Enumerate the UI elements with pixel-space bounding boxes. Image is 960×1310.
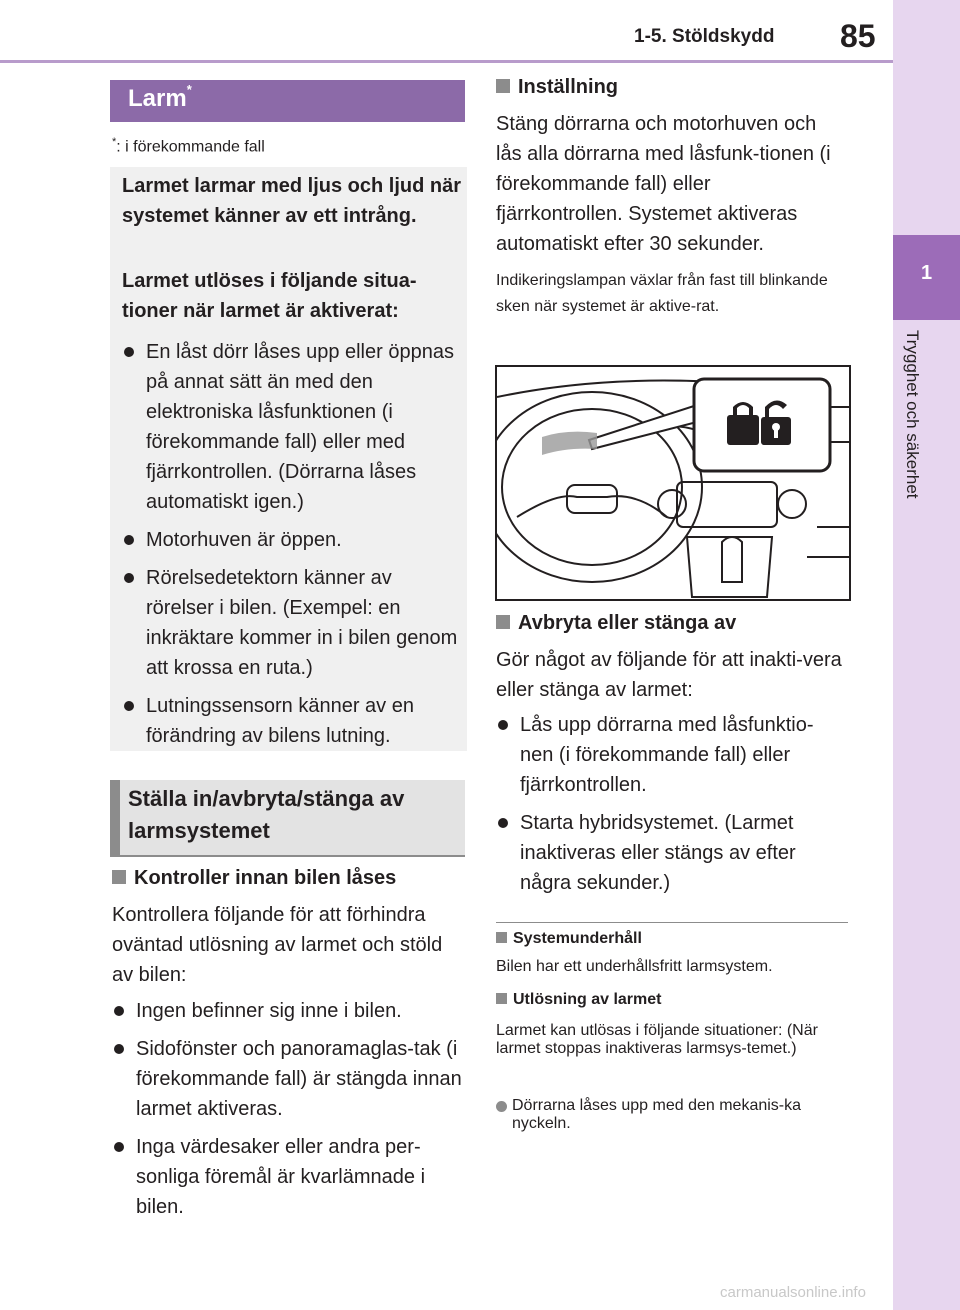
square-bullet-icon	[496, 993, 507, 1004]
chapter-sidebar	[893, 0, 960, 1310]
list-item: Dörrarna låses upp med den mekanis-ka nyckeln.	[496, 1097, 851, 1133]
setting-heading: Inställning	[496, 76, 618, 99]
section-heading: Ställa in/avbryta/stänga av larmsystemet	[128, 786, 405, 843]
larm-heading: Larm*	[128, 82, 192, 112]
section-heading-accent	[110, 780, 120, 856]
square-bullet-icon	[496, 615, 510, 629]
check-list	[112, 996, 462, 1230]
watermark: carmanualsonline.info	[720, 1284, 866, 1301]
notes-divider	[496, 922, 848, 923]
list-item: En låst dörr låses upp eller öppnas på annat sätt än med den elektroniska låsfunktionen (i förekommande fall) eller med fjärrkontrollen. (Dörrarna låses automatiskt igen.)	[122, 337, 458, 517]
setting-note: Indikeringslampan växlar från fast till blinkande sken när systemet är aktive-rat.	[496, 272, 828, 315]
footnote: *: i förekommande fall	[112, 136, 265, 156]
dashboard-illustration	[495, 365, 851, 601]
list-item: Ingen befinner sig inne i bilen.	[112, 996, 462, 1026]
cancel-list	[496, 710, 841, 906]
setting-text: Stäng dörrarna och motorhuven och lås alla dörrarna med låsfunk-tionen (i förekommande fall) eller fjärrkontrollen. Systemet aktiveras automatiskt efter 30 sekunder.	[496, 113, 831, 255]
trigger-text: Larmet kan utlösas i följande situationer: (När larmet stoppas inaktiveras larmsys-temet.)	[496, 1022, 818, 1057]
chapter-label: Trygghet och säkerhet	[903, 330, 922, 499]
list-item: Inga värdesaker eller andra per-sonliga föremål är kvarlämnade i bilen.	[112, 1132, 462, 1222]
maintenance-heading: Systemunderhåll	[496, 930, 642, 948]
info-intro: Larmet larmar med ljus och ljud när systemet känner av ett intrång.	[122, 175, 461, 227]
cancel-text: Gör något av följande för att inakti-vera eller stänga av larmet:	[496, 649, 842, 701]
page-number: 85	[840, 18, 876, 54]
header-rule	[0, 60, 893, 63]
list-item: Sidofönster och panoramaglas-tak (i förekommande fall) är stängda innan larmet aktiveras.	[112, 1034, 462, 1124]
square-bullet-icon	[496, 79, 510, 93]
trigger-heading: Utlösning av larmet	[496, 991, 661, 1009]
maintenance-text: Bilen har ett underhållsfritt larmsystem.	[496, 958, 773, 975]
chapter-number: 1	[920, 262, 933, 284]
info-trigger-heading: Larmet utlöses i följande situa-tioner när larmet är aktiverat:	[122, 270, 417, 322]
square-bullet-icon	[496, 932, 507, 943]
list-item: Starta hybridsystemet. (Larmet inaktiveras eller stängs av efter några sekunder.)	[496, 808, 841, 898]
trigger-list	[122, 337, 458, 759]
list-item: Lås upp dörrarna med låsfunktio-nen (i förekommande fall) eller fjärrkontrollen.	[496, 710, 841, 800]
section-title: 1-5. Stöldskydd	[634, 26, 775, 47]
section-heading-underline	[110, 855, 465, 857]
square-bullet-icon	[112, 870, 126, 884]
cancel-heading: Avbryta eller stänga av	[496, 612, 736, 635]
list-item: Rörelsedetektorn känner av rörelser i bilen. (Exempel: en inkräktare kommer in i bilen genom att krossa en ruta.)	[122, 563, 458, 683]
list-item: Motorhuven är öppen.	[122, 525, 458, 555]
list-item: Lutningssensorn känner av en förändring av bilens lutning.	[122, 691, 458, 751]
check-text: Kontrollera följande för att förhindra oväntad utlösning av larmet och stöld av bilen:	[112, 904, 443, 986]
check-heading: Kontroller innan bilen låses	[112, 867, 396, 890]
dashboard-drawing	[497, 367, 849, 599]
